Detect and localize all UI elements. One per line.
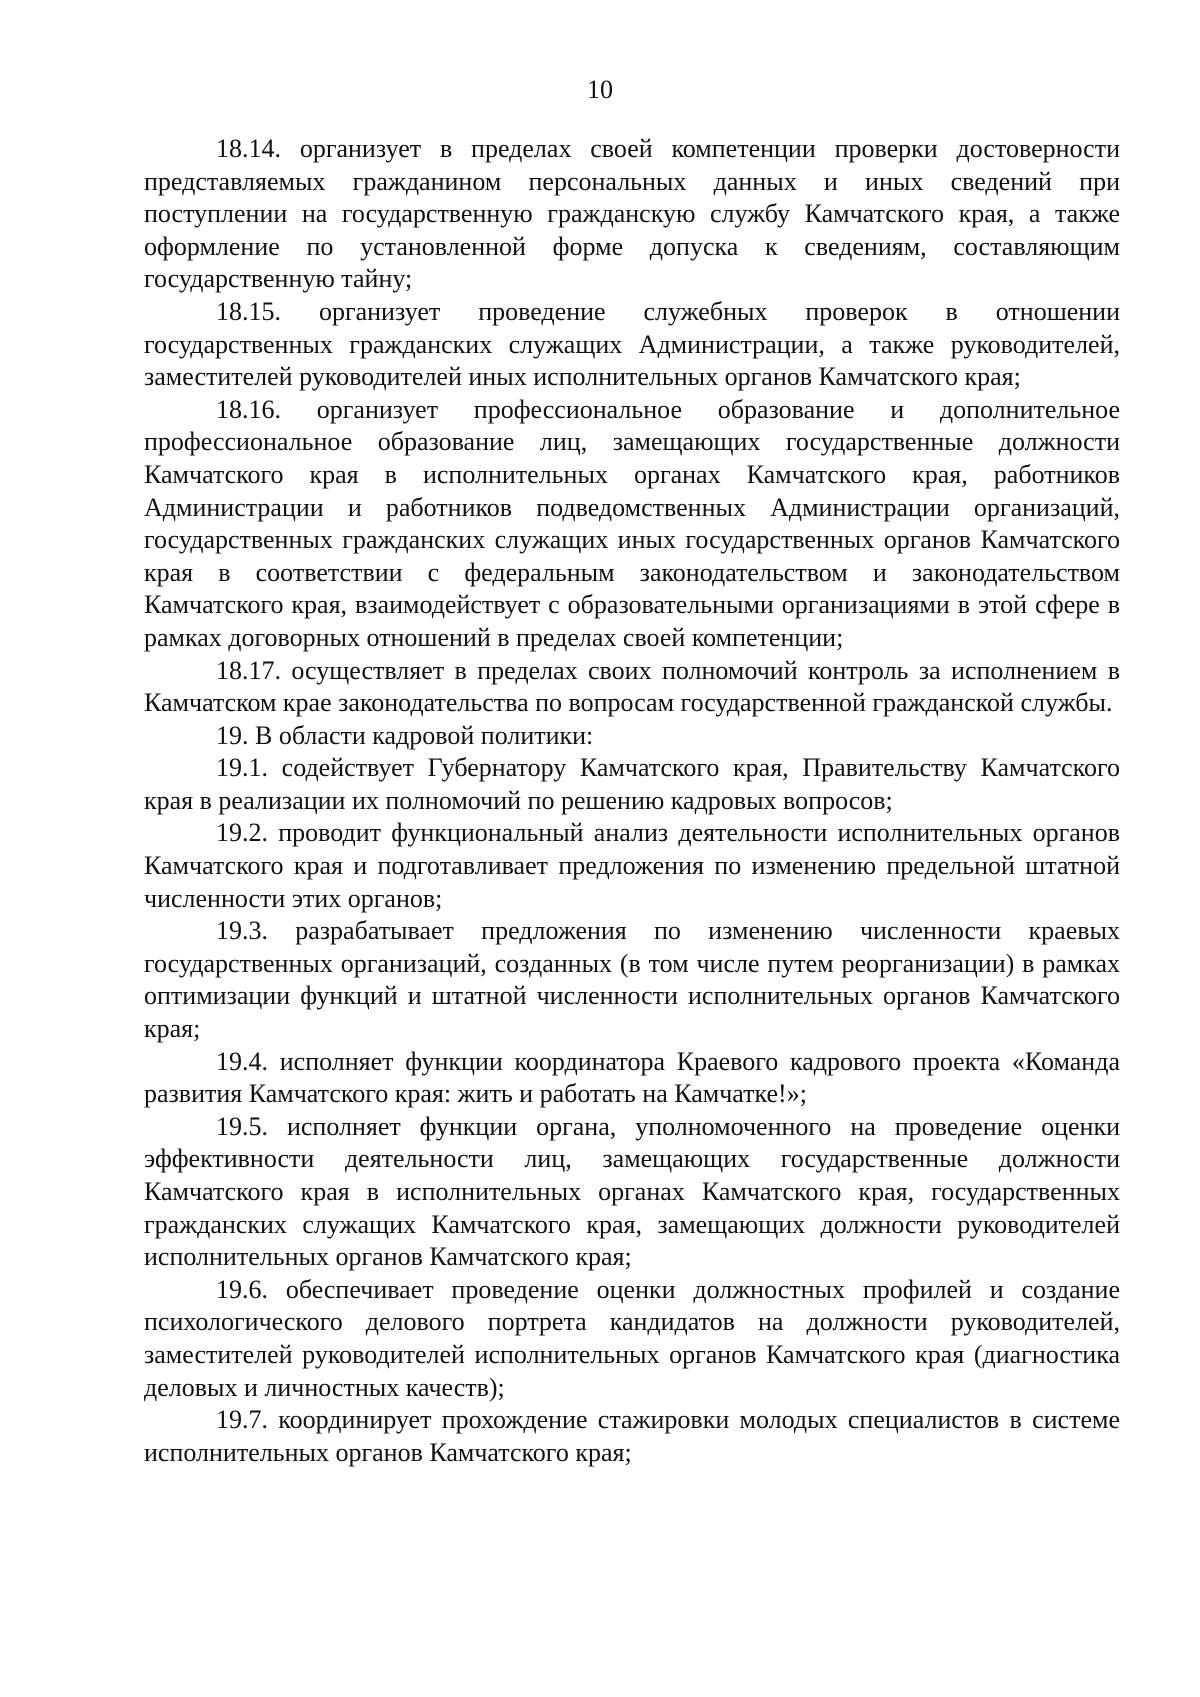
paragraph-18-16: 18.16. организует профессиональное образование и дополнительное профессиональное образование лиц, замещающих государственные должности Камчатского края в исполнительных органах Камчатского края, работников Администрации и работников подведомственных Администрации организаций, государственных гражданских служащих иных государственных органов Камчатского края в соответствии с федеральным законодательством и законодательством Камчатского края, взаимодействует с образовательными организациями в этой сфере в рамках договорных отношений в пределах своей компетенции;: [144, 394, 1120, 652]
paragraph-19-6: 19.6. обеспечивает проведение оценки должностных профилей и создание психологического делового портрета кандидатов на должности руководителей, заместителей руководителей исполнительных органов Камчатского края (диагностика деловых и личностных качеств);: [144, 1274, 1120, 1402]
paragraph-19-4: 19.4. исполняет функции координатора Краевого кадрового проекта «Команда развития Камчатского края: жить и работать на Камчатке!»;: [144, 1046, 1120, 1109]
paragraph-19-2: 19.2. проводит функциональный анализ деятельности исполнительных органов Камчатского края и подготавливает предложения по изменению предельной штатной численности этих органов;: [144, 818, 1120, 913]
paragraph-18-14: 18.14. организует в пределах своей компетенции проверки достоверности представляемых гражданином персональных данных и иных сведений при поступлении на государственную гражданскую службу Камчатского края, а также оформление по установленной форме допуска к сведениям, составляющим государственную тайну;: [144, 134, 1120, 294]
paragraph-18-15: 18.15. организует проведение служебных проверок в отношении государственных гражданских служащих Администрации, а также руководителей, заместителей руководителей иных исполнительных органов Камчатского края;: [144, 296, 1120, 392]
paragraph-19-5: 19.5. исполняет функции органа, уполномоченного на проведение оценки эффективности деятельности лиц, замещающих государственные должности Камчатского края в исполнительных органах Камчатского края, государственных гражданских служащих Камчатского края, замещающих должности руководителей исполнительных органов Камчатского края;: [144, 1111, 1120, 1272]
paragraph-18-17: 18.17. осуществляет в пределах своих полномочий контроль за исполнением в Камчатском крае законодательства по вопросам государственной гражданской службы.: [144, 655, 1120, 718]
paragraph-19-7: 19.7. координирует прохождение стажировки молодых специалистов в системе исполнительных органов Камчатского края;: [144, 1405, 1120, 1467]
section-heading-19: 19. В области кадровой политики:: [216, 720, 594, 750]
paragraph-19-1: 19.1. содействует Губернатору Камчатского края, Правительству Камчатского края в реализации их полномочий по решению кадровых вопросов;: [144, 753, 1120, 815]
paragraph-19-3: 19.3. разрабатывает предложения по изменению численности краевых государственных организаций, созданных (в том числе путем реорганизации) в рамках оптимизации функций и штатной численности исполнительных органов Камчатского края;: [144, 916, 1120, 1044]
document-body: [144, 133, 1120, 1469]
page-number: 10: [587, 75, 613, 104]
